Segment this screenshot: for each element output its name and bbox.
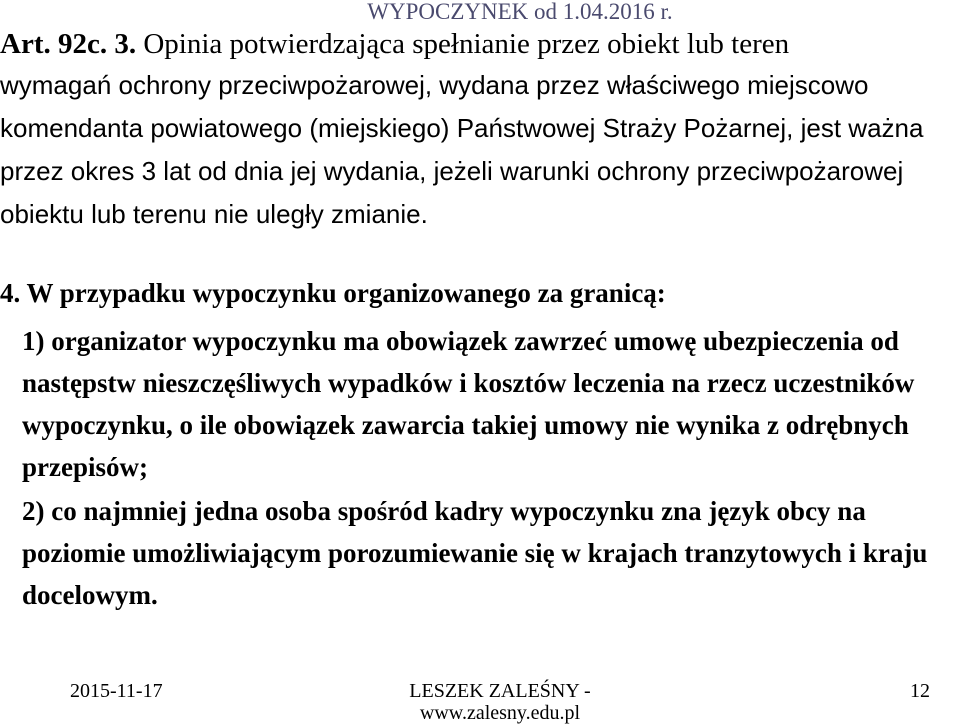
paragraph-4-heading: 4. W przypadku wypoczynku organizowanego za granicą: bbox=[0, 278, 666, 308]
article-body: wymagań ochrony przeciwpożarowej, wydana przez właściwego miejscowo komendanta powiatowego (miejskiego) Państwowej Straży Pożarnej, jest ważna przez okres 3 lat od dnia jej wydania, jeżeli warunki ochrony przeciwpożarowej obiektu lub terenu nie uległy zmianie. bbox=[0, 70, 924, 229]
article-label: Art. 92c. 3. bbox=[0, 28, 137, 60]
slide-header: WYPOCZYNEK od 1.04.2016 r. bbox=[367, 0, 673, 24]
article-first-line-text: Opinia potwierdzająca spełnianie przez obiekt lub teren bbox=[136, 28, 790, 60]
list-item-1: 1) organizator wypoczynku ma obowiązek zawrzeć umowę ubezpieczenia od następstw nieszczęśliwych wypadków i kosztów leczenia na rzecz uczestników wypoczynku, o ile obowiązek zawarcia takiej umowy nie wynika z odrębnych przepisów; bbox=[22, 326, 915, 482]
footer-date: 2015-11-17 bbox=[70, 680, 163, 702]
footer-website[interactable]: www.zalesny.edu.pl bbox=[419, 702, 581, 724]
footer-author-name: LESZEK ZALEŚNY - bbox=[409, 680, 591, 702]
footer-author bbox=[400, 680, 600, 724]
list-item-2: 2) co najmniej jedna osoba spośród kadry wypoczynku zna język obcy na poziomie umożliwiającym porozumiewanie się w krajach tranzytowych i kraju docelowym. bbox=[22, 496, 928, 610]
article-first-line bbox=[0, 24, 959, 64]
page-number: 12 bbox=[910, 680, 930, 702]
